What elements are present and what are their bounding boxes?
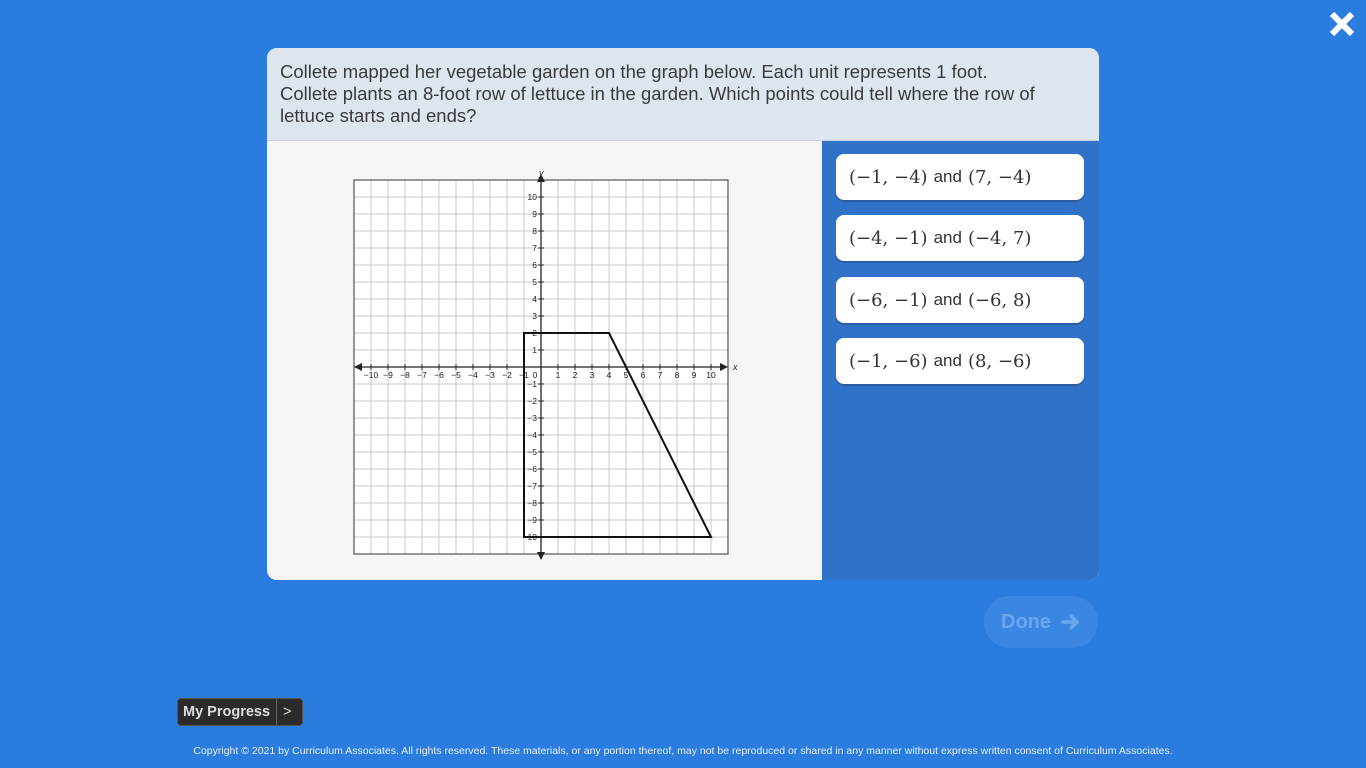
x-tick-label: 5 (623, 370, 629, 380)
y-tick-label: 9 (532, 209, 537, 219)
question-line-2: Collete plants an 8-foot row of lettuce in the garden. Which points could tell where the row of (280, 83, 1035, 104)
y-tick-label: 3 (532, 311, 537, 321)
y-tick-label: 5 (532, 277, 537, 287)
x-tick-label: −6 (434, 370, 444, 380)
y-tick-label: −6 (527, 464, 537, 474)
y-tick-label: −10 (522, 532, 537, 542)
y-tick-label: −9 (527, 515, 537, 525)
close-icon (1326, 8, 1358, 40)
y-tick-label: 1 (532, 345, 537, 355)
answer-joiner: and (933, 228, 962, 247)
x-tick-label: −10 (363, 370, 379, 380)
arrow-right-icon (1061, 613, 1081, 631)
close-button[interactable] (1326, 8, 1358, 40)
my-progress-button[interactable] (177, 698, 303, 726)
x-tick-label: 2 (572, 370, 578, 380)
graph-pane (267, 141, 822, 580)
x-tick-label: 4 (606, 370, 612, 380)
y-axis-arrow-bottom (537, 552, 545, 560)
answer-joiner: and (933, 351, 962, 370)
x-tick-label: −2 (502, 370, 512, 380)
answer-end-point: (8, −6) (967, 350, 1032, 372)
x-tick-label: −8 (400, 370, 410, 380)
x-tick-label: 3 (589, 370, 595, 380)
y-tick-label: 4 (532, 294, 537, 304)
x-tick-label: 8 (674, 370, 680, 380)
x-tick-label: −3 (485, 370, 495, 380)
chevron-right-icon: > (283, 704, 292, 720)
x-tick-label: −9 (383, 370, 393, 380)
x-tick-label: 6 (640, 370, 646, 380)
x-tick-label: 9 (691, 370, 697, 380)
y-axis-label: y (539, 168, 544, 178)
answer-choices (822, 141, 1099, 580)
question-line-3: lettuce starts and ends? (280, 105, 477, 126)
y-tick-label: 7 (532, 243, 537, 253)
y-tick-label: 8 (532, 226, 537, 236)
answer-start-point: (−1, −4) (849, 166, 928, 188)
x-tick-label: −1 (519, 370, 529, 380)
x-tick-label: 7 (657, 370, 663, 380)
origin-label: 0 (532, 370, 538, 380)
question-line-1: Collete mapped her vegetable garden on the graph below. Each unit represents 1 foot. (280, 61, 988, 82)
answer-joiner: and (933, 167, 962, 186)
y-tick-label: 10 (527, 192, 537, 202)
x-tick-label: 10 (706, 370, 716, 380)
y-tick-label: −7 (527, 481, 537, 491)
my-progress-label: My Progress (183, 704, 271, 720)
done-label: Done (1001, 610, 1051, 633)
answer-joiner: and (933, 290, 962, 309)
answer-end-point: (−4, 7) (967, 227, 1032, 249)
x-tick-label: 1 (555, 370, 561, 380)
copyright-notice: Copyright © 2021 by Curriculum Associates. All rights reserved. These materials, or any portion thereof, may not be reproduced or shared in any manner without express written consent of Curriculum Associates. (193, 745, 1173, 757)
y-tick-label: −5 (527, 447, 537, 457)
y-tick-label: 6 (532, 260, 537, 270)
answer-choice-3[interactable] (836, 277, 1084, 323)
done-button[interactable] (984, 596, 1098, 648)
y-tick-label: −1 (527, 379, 537, 389)
answer-start-point: (−4, −1) (849, 227, 928, 249)
question-prompt (267, 48, 1099, 141)
y-tick-label: −2 (527, 396, 537, 406)
x-tick-label: −7 (417, 370, 427, 380)
answer-end-point: (7, −4) (967, 166, 1032, 188)
y-tick-label: −4 (527, 430, 537, 440)
x-tick-label: −4 (468, 370, 478, 380)
y-tick-label: −3 (527, 413, 537, 423)
answer-start-point: (−1, −6) (849, 350, 928, 372)
question-card (267, 48, 1099, 580)
answer-choice-1[interactable] (836, 154, 1084, 200)
coordinate-graph (267, 141, 822, 580)
y-tick-label: 2 (532, 328, 537, 338)
answer-choice-2[interactable] (836, 215, 1084, 261)
answer-start-point: (−6, −1) (849, 289, 928, 311)
answer-choice-4[interactable] (836, 338, 1084, 384)
answer-end-point: (−6, 8) (967, 289, 1032, 311)
y-tick-label: −8 (527, 498, 537, 508)
x-axis-label: x (733, 362, 738, 372)
x-tick-label: −5 (451, 370, 461, 380)
